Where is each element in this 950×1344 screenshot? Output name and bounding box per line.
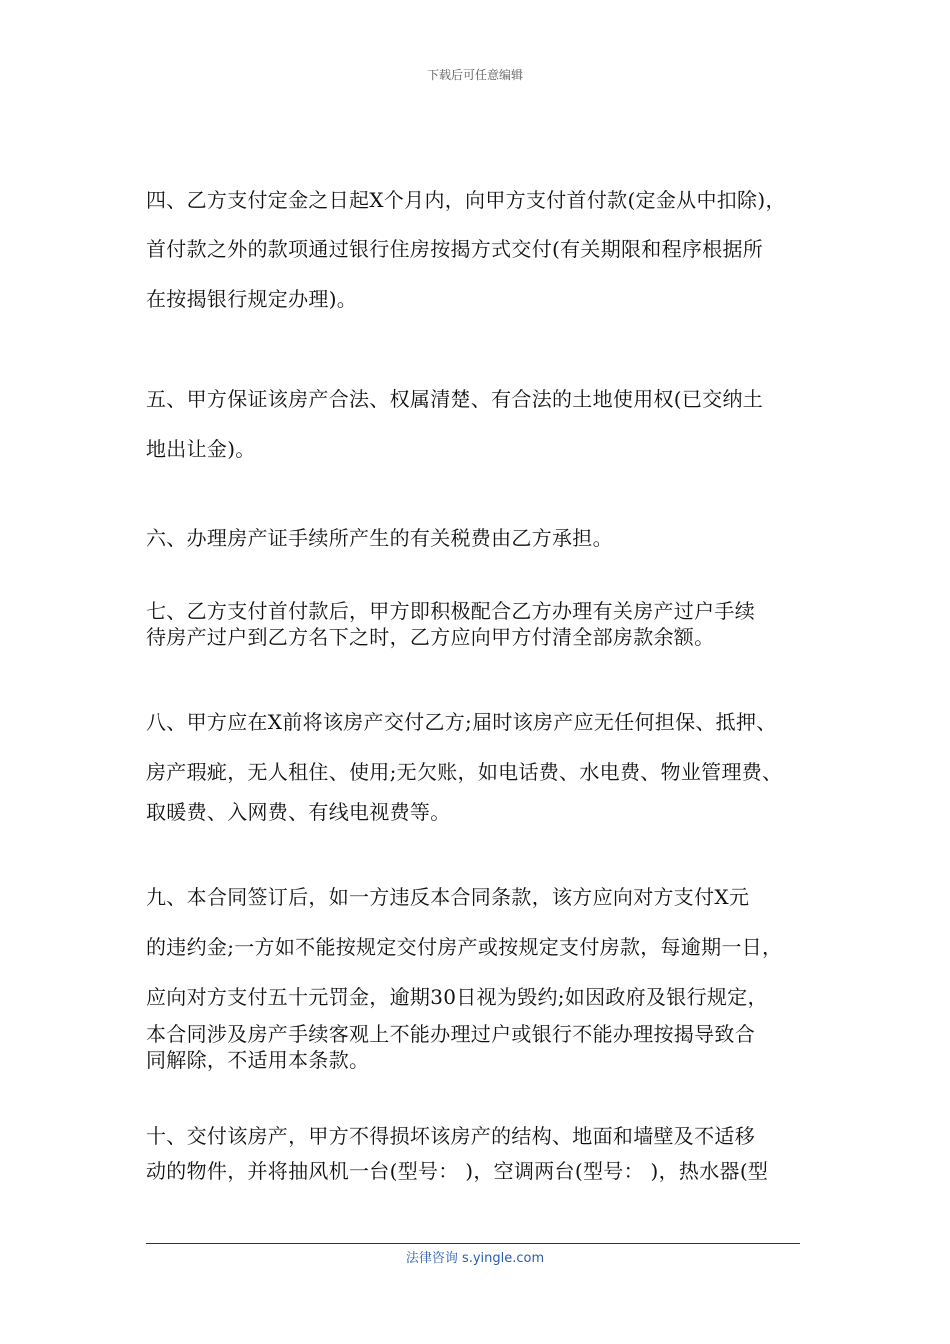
text-line: 的违约金;一方如不能按规定交付房产或按规定支付房款，每逾期一日， bbox=[146, 935, 783, 959]
text-line: 五、甲方保证该房产合法、权属清楚、有合法的土地使用权(已交纳土 bbox=[146, 387, 764, 411]
text-line: 九、本合同签订后，如一方违反本合同条款，该方应向对方支付X元 bbox=[146, 885, 750, 909]
footer-divider bbox=[146, 1243, 800, 1244]
text-line: 应向对方支付五十元罚金，逾期30日视为毁约;如因政府及银行规定， bbox=[146, 985, 768, 1009]
text-line: 地出让金)。 bbox=[146, 437, 256, 461]
text-line: 六、办理房产证手续所产生的有关税费由乙方承担。 bbox=[146, 526, 613, 550]
text-line: 首付款之外的款项通过银行住房按揭方式交付(有关期限和程序根据所 bbox=[146, 237, 764, 261]
text-line: 八、甲方应在X前将该房产交付乙方;届时该房产应无任何担保、抵押、 bbox=[146, 710, 777, 734]
text-line: 十、交付该房产，甲方不得损坏该房产的结构、地面和墙壁及不适移 bbox=[146, 1124, 755, 1148]
text-line: 本合同涉及房产手续客观上不能办理过户或银行不能办理按揭导致合 bbox=[146, 1022, 755, 1046]
text-line: 动的物件，并将抽风机一台(型号： )，空调两台(型号： )，热水器(型 bbox=[146, 1159, 769, 1183]
text-line: 四、乙方支付定金之日起X个月内，向甲方支付首付款(定金从中扣除)， bbox=[146, 188, 786, 212]
text-line: 在按揭银行规定办理)。 bbox=[146, 287, 358, 311]
footer-link[interactable]: 法律咨询 s.yingle.com bbox=[405, 1251, 545, 1266]
text-line: 房产瑕疵，无人租住、使用;无欠账，如电话费、水电费、物业管理费、 bbox=[146, 760, 783, 784]
text-line: 待房产过户到乙方名下之时，乙方应向甲方付清全部房款余额。 bbox=[146, 625, 715, 649]
text-line: 七、乙方支付首付款后，甲方即积极配合乙方办理有关房产过户手续 bbox=[146, 599, 755, 623]
text-line: 同解除，不适用本条款。 bbox=[146, 1048, 370, 1072]
header-note: 下载后可任意编辑 bbox=[426, 68, 523, 82]
text-line: 取暖费、入网费、有线电视费等。 bbox=[146, 800, 451, 824]
